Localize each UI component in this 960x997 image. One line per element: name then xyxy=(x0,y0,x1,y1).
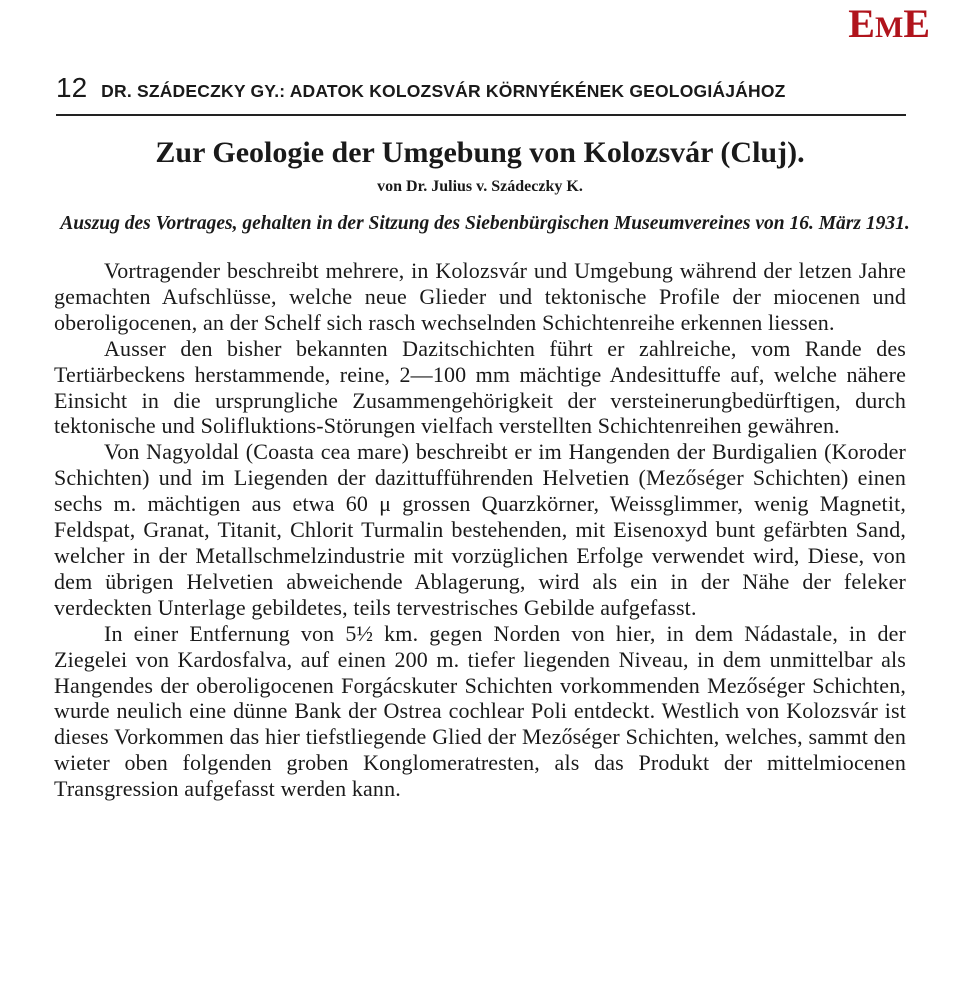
eme-logo xyxy=(848,1,930,46)
article-title: Zur Geologie der Umgebung von Kolozsvár (Cluj). xyxy=(155,136,805,169)
author-byline: von Dr. Julius v. Szádeczky K. xyxy=(377,178,583,195)
paragraph-3: Von Nagyoldal (Coasta cea mare) beschreibt er im Hangenden der Burdigalien (Koroder Schichten) und im Liegenden der dazittufführenden Helvetien (Mezőséger Schichten) einen sechs m. mächtigen aus etwa 60 μ grossen Quarzkörner, Weissglimmer, wenig Magnetit, Feldspat, Granat, Titanit, Chlorit Turmalin bestehenden, mit Eisenoxyd bunt gefärbten Sand, welcher in der Metallschmelzindustrie mit vorzüglichen Erfolge verwendet wird, Diese, von dem übrigen Helvetien abweichende Ablagerung, wird als ein in der Nähe der feleker verdeckten Unterlage gebildetes, teils tervestrisches Gebilde aufgefasst. xyxy=(54,439,906,620)
logo-letter-e-last: E xyxy=(903,1,930,46)
article-subtitle: Auszug des Vortrages, gehalten in der Sitzung des Siebenbürgischen Museumvereines von 16. März 1931. xyxy=(60,213,910,234)
article-body xyxy=(54,258,906,802)
paragraph-2: Ausser den bisher bekannten Dazitschichten führt er zahlreiche, vom Rande des Tertiärbeckens herstammende, reine, 2—100 mm mächtige Andesittuffe auf, welche nähere Einsicht in die ursprungliche Zusammengehörigkeit der versteinerungbedürftigen, durch tektonische und Solifluktions-Störungen vielfach verstellten Schichtenreihen gewähren. xyxy=(54,335,906,439)
logo-letter-e: E xyxy=(848,1,875,46)
paragraph-4: In einer Entfernung von 5½ km. gegen Norden von hier, in dem Nádastale, in der Ziegelei von Kardosfalva, auf einen 200 m. tiefer liegenden Niveau, in dem unmittelbar als Hangendes der oberoligocenen Forgácskuter Schichten vorkommenden Mezőséger Schichten, wurde neulich eine dünne Bank der Ostrea cochlear Poli entdeckt. Westlich von Kolozsvár ist dieses Vorkommen das hier tiefstliegende Glied der Mezőséger Schichten, welches, sammt den wieter oben folgenden groben Konglomeratresten, als das Produkt der mittelmiocenen Transgression aufgefasst werden kann. xyxy=(54,620,906,802)
paragraph-1: Vortragender beschreibt mehrere, in Kolozsvár und Umgebung während der letzen Jahre gemachten Aufschlüsse, welche neue Glieder und tektonische Profile der miocenen und oberoligocenen, an der Schelf sich rasch wechselnden Schichtenreihe erkennen liessen. xyxy=(54,258,906,335)
running-title: DR. SZÁDECZKY GY.: ADATOK KOLOZSVÁR KÖRNYÉKÉNEK GEOLOGIÁJÁHOZ xyxy=(101,81,786,101)
running-head xyxy=(56,72,906,116)
page-number: 12 xyxy=(56,72,88,103)
logo-letter-m: M xyxy=(874,11,904,44)
